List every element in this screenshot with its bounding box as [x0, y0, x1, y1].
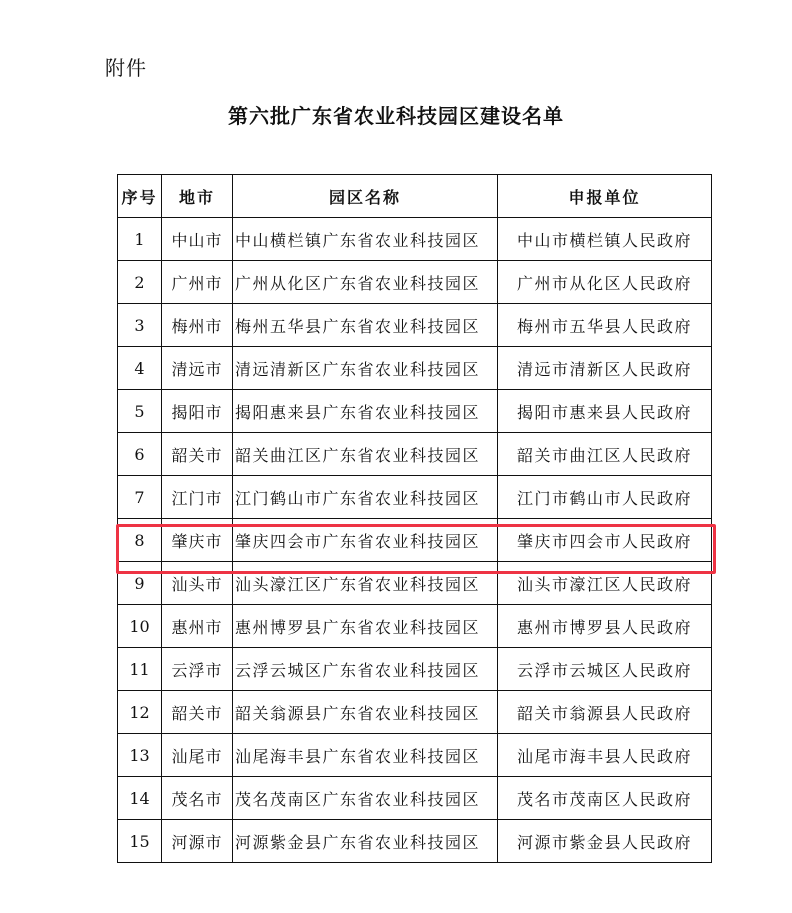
table-row — [118, 476, 712, 519]
table-row — [118, 605, 712, 648]
row-number: 10 — [118, 605, 162, 648]
header-park-name: 园区名称 — [233, 175, 498, 218]
row-number: 4 — [118, 347, 162, 390]
row-number: 12 — [118, 691, 162, 734]
row-city: 韶关市 — [162, 691, 233, 734]
row-park-name: 清远清新区广东省农业科技园区 — [233, 347, 498, 390]
row-city: 云浮市 — [162, 648, 233, 691]
row-applicant-unit: 揭阳市惠来县人民政府 — [498, 390, 712, 433]
header-applicant-unit: 申报单位 — [498, 175, 712, 218]
table-row — [118, 777, 712, 820]
attachment-label: 附件 — [105, 56, 147, 80]
table-header — [118, 175, 712, 218]
header-row — [118, 175, 712, 218]
row-number: 5 — [118, 390, 162, 433]
table-row — [118, 218, 712, 261]
row-park-name: 梅州五华县广东省农业科技园区 — [233, 304, 498, 347]
row-park-name: 汕尾海丰县广东省农业科技园区 — [233, 734, 498, 777]
row-number: 9 — [118, 562, 162, 605]
row-applicant-unit: 肇庆市四会市人民政府 — [498, 519, 712, 562]
row-number: 8 — [118, 519, 162, 562]
table-row — [118, 261, 712, 304]
row-applicant-unit: 茂名市茂南区人民政府 — [498, 777, 712, 820]
header-no: 序号 — [118, 175, 162, 218]
row-city: 中山市 — [162, 218, 233, 261]
table-row — [118, 820, 712, 863]
row-park-name: 广州从化区广东省农业科技园区 — [233, 261, 498, 304]
row-number: 11 — [118, 648, 162, 691]
row-park-name: 韶关曲江区广东省农业科技园区 — [233, 433, 498, 476]
row-applicant-unit: 广州市从化区人民政府 — [498, 261, 712, 304]
row-number: 6 — [118, 433, 162, 476]
row-park-name: 云浮云城区广东省农业科技园区 — [233, 648, 498, 691]
table-body — [118, 218, 712, 863]
row-applicant-unit: 梅州市五华县人民政府 — [498, 304, 712, 347]
document-title: 第六批广东省农业科技园区建设名单 — [228, 104, 564, 128]
row-city: 肇庆市 — [162, 519, 233, 562]
row-park-name: 河源紫金县广东省农业科技园区 — [233, 820, 498, 863]
row-city: 梅州市 — [162, 304, 233, 347]
row-city: 广州市 — [162, 261, 233, 304]
park-list-table — [117, 174, 712, 863]
row-number: 2 — [118, 261, 162, 304]
row-applicant-unit: 汕尾市海丰县人民政府 — [498, 734, 712, 777]
row-applicant-unit: 韶关市曲江区人民政府 — [498, 433, 712, 476]
row-park-name: 韶关翁源县广东省农业科技园区 — [233, 691, 498, 734]
row-park-name: 肇庆四会市广东省农业科技园区 — [233, 519, 498, 562]
row-city: 河源市 — [162, 820, 233, 863]
row-city: 江门市 — [162, 476, 233, 519]
row-city: 汕尾市 — [162, 734, 233, 777]
row-applicant-unit: 韶关市翁源县人民政府 — [498, 691, 712, 734]
row-city: 揭阳市 — [162, 390, 233, 433]
row-applicant-unit: 清远市清新区人民政府 — [498, 347, 712, 390]
table-row — [118, 734, 712, 777]
table-row — [118, 304, 712, 347]
row-park-name: 惠州博罗县广东省农业科技园区 — [233, 605, 498, 648]
row-city: 汕头市 — [162, 562, 233, 605]
table-row — [118, 347, 712, 390]
row-applicant-unit: 河源市紫金县人民政府 — [498, 820, 712, 863]
row-park-name: 中山横栏镇广东省农业科技园区 — [233, 218, 498, 261]
row-park-name: 茂名茂南区广东省农业科技园区 — [233, 777, 498, 820]
table-row — [118, 648, 712, 691]
row-park-name: 汕头濠江区广东省农业科技园区 — [233, 562, 498, 605]
row-applicant-unit: 云浮市云城区人民政府 — [498, 648, 712, 691]
row-city: 惠州市 — [162, 605, 233, 648]
row-number: 13 — [118, 734, 162, 777]
header-city: 地市 — [162, 175, 233, 218]
row-number: 3 — [118, 304, 162, 347]
table-row — [118, 390, 712, 433]
row-applicant-unit: 江门市鹤山市人民政府 — [498, 476, 712, 519]
table-row — [118, 562, 712, 605]
row-number: 14 — [118, 777, 162, 820]
table-row — [118, 691, 712, 734]
row-park-name: 揭阳惠来县广东省农业科技园区 — [233, 390, 498, 433]
row-number: 1 — [118, 218, 162, 261]
table-row-highlighted — [118, 519, 712, 562]
row-applicant-unit: 中山市横栏镇人民政府 — [498, 218, 712, 261]
row-number: 15 — [118, 820, 162, 863]
row-city: 清远市 — [162, 347, 233, 390]
table-row — [118, 433, 712, 476]
row-number: 7 — [118, 476, 162, 519]
row-park-name: 江门鹤山市广东省农业科技园区 — [233, 476, 498, 519]
row-city: 茂名市 — [162, 777, 233, 820]
row-applicant-unit: 惠州市博罗县人民政府 — [498, 605, 712, 648]
row-applicant-unit: 汕头市濠江区人民政府 — [498, 562, 712, 605]
row-city: 韶关市 — [162, 433, 233, 476]
